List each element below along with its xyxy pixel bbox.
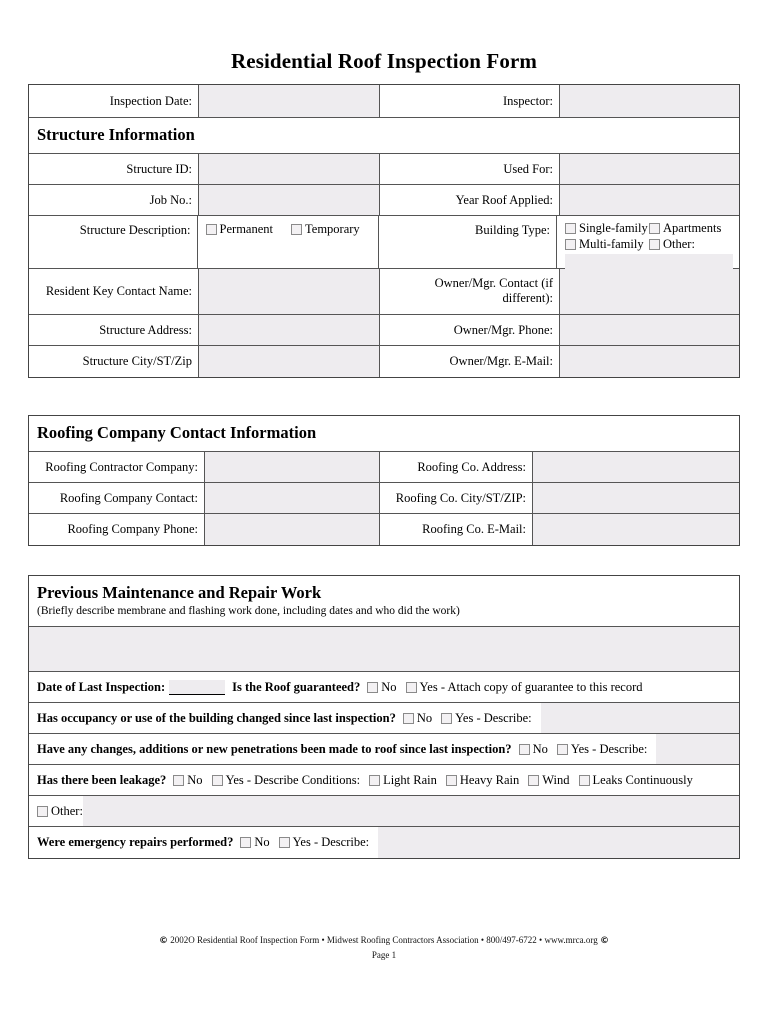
- maintenance-subheading: (Briefly describe membrane and flashing work done, including dates and who did the work): [37, 605, 460, 617]
- checkbox-icon: [565, 223, 576, 234]
- checkbox-single-family-label: Single-family: [579, 221, 648, 235]
- checkbox-emergency-no[interactable]: [240, 835, 269, 850]
- roofing-co-city-label: Roofing Co. City/ST/ZIP:: [379, 483, 532, 513]
- checkbox-wind-label: Wind: [542, 772, 570, 787]
- structure-id-label: Structure ID:: [29, 154, 198, 184]
- checkbox-icon: [212, 775, 223, 786]
- roofing-company-phone-input[interactable]: [204, 514, 379, 545]
- structure-city-label: Structure City/ST/Zip: [29, 346, 198, 377]
- occupancy-describe-input[interactable]: [541, 703, 739, 733]
- building-type-label: Building Type:: [378, 216, 556, 268]
- question-row-leakage: [29, 765, 739, 796]
- leakage-question: Has there been leakage?: [37, 772, 167, 787]
- checkbox-icon: [441, 713, 452, 724]
- table-row: [29, 514, 739, 545]
- structure-information-heading-row: [29, 118, 739, 154]
- structure-address-input[interactable]: [198, 315, 379, 345]
- checkbox-icon: [579, 775, 590, 786]
- checkbox-icon: [206, 224, 217, 235]
- owner-phone-input[interactable]: [559, 315, 739, 345]
- checkbox-guaranteed-yes[interactable]: [406, 680, 643, 695]
- checkbox-temporary[interactable]: [291, 222, 360, 237]
- emergency-repairs-question: Were emergency repairs performed?: [37, 835, 234, 849]
- maintenance-heading-row: [29, 576, 739, 627]
- year-roof-applied-input[interactable]: [559, 185, 739, 215]
- structure-description-label: Structure Description:: [29, 216, 197, 268]
- maintenance-block: [28, 575, 740, 859]
- checkbox-multi-family-label: Multi-family: [579, 237, 644, 251]
- inspection-header-row: [29, 85, 739, 118]
- roof-guaranteed-question: Is the Roof guaranteed?: [232, 679, 361, 694]
- question-row-changes: [29, 734, 739, 765]
- checkbox-icon: [528, 775, 539, 786]
- checkbox-occupancy-no[interactable]: [403, 711, 432, 726]
- owner-contact-input[interactable]: [559, 269, 739, 314]
- job-no-input[interactable]: [198, 185, 379, 215]
- checkbox-icon: [240, 837, 251, 848]
- checkbox-guaranteed-yes-label: Yes - Attach copy of guarantee to this record: [419, 679, 643, 694]
- table-row: [29, 346, 739, 377]
- owner-phone-label: Owner/Mgr. Phone:: [379, 315, 559, 345]
- roofing-contractor-company-input[interactable]: [204, 452, 379, 482]
- question-row-other: [29, 796, 739, 827]
- checkbox-leakage-yes-label: Yes - Describe Conditions:: [225, 772, 361, 787]
- checkbox-other-label: Other:: [51, 803, 83, 818]
- table-row: [29, 315, 739, 346]
- occupancy-question: Has occupancy or use of the building changed since last inspection?: [37, 710, 396, 725]
- checkbox-occupancy-yes-label: Yes - Describe:: [455, 710, 532, 725]
- owner-contact-label: Owner/Mgr. Contact (if different):: [379, 269, 559, 314]
- checkbox-icon: [279, 837, 290, 848]
- checkbox-building-type-other[interactable]: [649, 237, 695, 252]
- checkbox-changes-yes-label: Yes - Describe:: [570, 741, 648, 756]
- checkbox-guaranteed-no[interactable]: [367, 680, 396, 695]
- roofing-contractor-company-label: Roofing Contractor Company:: [29, 452, 204, 482]
- year-roof-applied-label: Year Roof Applied:: [379, 185, 559, 215]
- roofing-company-heading-row: [29, 416, 739, 452]
- date-of-last-inspection-label: Date of Last Inspection:: [37, 679, 166, 694]
- roofing-company-contact-label: Roofing Company Contact:: [29, 483, 204, 513]
- checkbox-icon: [406, 682, 417, 693]
- inspector-label: Inspector:: [379, 85, 559, 117]
- page-footer: [0, 934, 768, 962]
- checkbox-icon: [173, 775, 184, 786]
- structure-information-block: [28, 84, 740, 378]
- date-of-last-inspection-input[interactable]: [169, 680, 225, 695]
- inspection-date-input[interactable]: [198, 85, 379, 117]
- checkbox-icon: [403, 713, 414, 724]
- checkbox-heavy-rain-label: Heavy Rain: [459, 772, 520, 787]
- checkbox-wind[interactable]: [528, 773, 569, 788]
- inspection-date-label: Inspection Date:: [29, 85, 198, 117]
- checkbox-emergency-no-label: No: [254, 835, 270, 849]
- checkbox-changes-yes[interactable]: [557, 742, 648, 757]
- checkbox-emergency-yes-label: Yes - Describe:: [292, 835, 370, 849]
- structure-description-row: [29, 216, 739, 269]
- checkbox-icon: [369, 775, 380, 786]
- checkbox-occupancy-yes[interactable]: [441, 711, 532, 726]
- changes-describe-input[interactable]: [656, 734, 739, 764]
- checkbox-icon: [649, 223, 660, 234]
- building-type-options: [556, 216, 739, 268]
- changes-question: Have any changes, additions or new penetrations been made to roof since last inspection?: [37, 741, 512, 756]
- checkbox-leakage-no[interactable]: [173, 773, 202, 788]
- checkbox-icon: [367, 682, 378, 693]
- roofing-company-block: [28, 415, 740, 546]
- checkbox-guaranteed-no-label: No: [381, 679, 397, 694]
- checkbox-light-rain-label: Light Rain: [383, 772, 437, 787]
- question-row-last-inspection: [29, 672, 739, 703]
- roofing-company-contact-input[interactable]: [204, 483, 379, 513]
- checkbox-apartments-label: Apartments: [663, 221, 722, 235]
- building-type-other-input[interactable]: [565, 254, 733, 269]
- copyright-icon: ©: [599, 936, 609, 946]
- checkbox-leaks-continuously[interactable]: [579, 773, 693, 788]
- owner-email-label: Owner/Mgr. E-Mail:: [379, 346, 559, 377]
- checkbox-building-type-other-label: Other:: [663, 237, 695, 251]
- checkbox-apartments[interactable]: [649, 221, 721, 236]
- structure-id-input[interactable]: [198, 154, 379, 184]
- table-row: [29, 154, 739, 185]
- checkbox-heavy-rain[interactable]: [446, 773, 519, 788]
- checkbox-permanent[interactable]: [206, 222, 273, 237]
- structure-city-input[interactable]: [198, 346, 379, 377]
- checkbox-multi-family[interactable]: [565, 237, 649, 252]
- maintenance-notes-input[interactable]: [29, 627, 739, 672]
- checkbox-changes-no-label: No: [532, 741, 548, 756]
- checkbox-emergency-yes[interactable]: [279, 835, 370, 850]
- roofing-company-phone-label: Roofing Company Phone:: [29, 514, 204, 545]
- maintenance-heading-wrap: [29, 576, 739, 626]
- used-for-label: Used For:: [379, 154, 559, 184]
- inspector-input[interactable]: [559, 85, 739, 117]
- question-row-occupancy: [29, 703, 739, 734]
- page-number: Page 1: [371, 950, 397, 960]
- checkbox-single-family[interactable]: [565, 221, 649, 236]
- table-row: [29, 269, 739, 315]
- copyright-icon: ©: [159, 936, 169, 946]
- used-for-input[interactable]: [559, 154, 739, 184]
- checkbox-temporary-label: Temporary: [305, 222, 360, 236]
- maintenance-heading: Previous Maintenance and Repair Work: [37, 583, 322, 602]
- table-row: [29, 483, 739, 514]
- owner-email-input[interactable]: [559, 346, 739, 377]
- checkbox-icon: [37, 806, 48, 817]
- roofing-company-heading: Roofing Company Contact Information: [29, 416, 739, 451]
- checkbox-leakage-yes[interactable]: [212, 773, 361, 788]
- checkbox-changes-no[interactable]: [519, 742, 548, 757]
- checkbox-icon: [649, 239, 660, 250]
- roofing-co-email-input[interactable]: [532, 514, 739, 545]
- checkbox-other[interactable]: [37, 804, 83, 819]
- checkbox-icon: [291, 224, 302, 235]
- checkbox-icon: [557, 744, 568, 755]
- table-row: [29, 185, 739, 216]
- roofing-co-address-input[interactable]: [532, 452, 739, 482]
- roofing-co-city-input[interactable]: [532, 483, 739, 513]
- checkbox-icon: [565, 239, 576, 250]
- structure-address-label: Structure Address:: [29, 315, 198, 345]
- checkbox-occupancy-no-label: No: [416, 710, 433, 725]
- checkbox-leaks-continuously-label: Leaks Continuously: [592, 772, 693, 787]
- checkbox-icon: [446, 775, 457, 786]
- building-type-line-2: [565, 237, 733, 252]
- job-no-label: Job No.:: [29, 185, 198, 215]
- roofing-co-email-label: Roofing Co. E-Mail:: [379, 514, 532, 545]
- building-type-line-1: [565, 221, 733, 236]
- checkbox-light-rain[interactable]: [369, 773, 437, 788]
- resident-key-contact-label: Resident Key Contact Name:: [29, 269, 198, 314]
- footer-text: 2002O Residential Roof Inspection Form • Midwest Roofing Contractors Association • 800/497-6722 • www.mrca.org: [170, 935, 598, 945]
- emergency-describe-input[interactable]: [378, 827, 739, 858]
- checkbox-permanent-label: Permanent: [219, 222, 274, 236]
- question-row-emergency: [29, 827, 739, 858]
- checkbox-icon: [519, 744, 530, 755]
- page-title: Residential Roof Inspection Form: [231, 49, 537, 73]
- structure-description-options: [197, 216, 378, 268]
- structure-information-heading: Structure Information: [29, 118, 739, 153]
- checkbox-leakage-no-label: No: [187, 772, 203, 787]
- other-describe-input[interactable]: [83, 796, 739, 826]
- table-row: [29, 452, 739, 483]
- roofing-co-address-label: Roofing Co. Address:: [379, 452, 532, 482]
- resident-key-contact-input[interactable]: [198, 269, 379, 314]
